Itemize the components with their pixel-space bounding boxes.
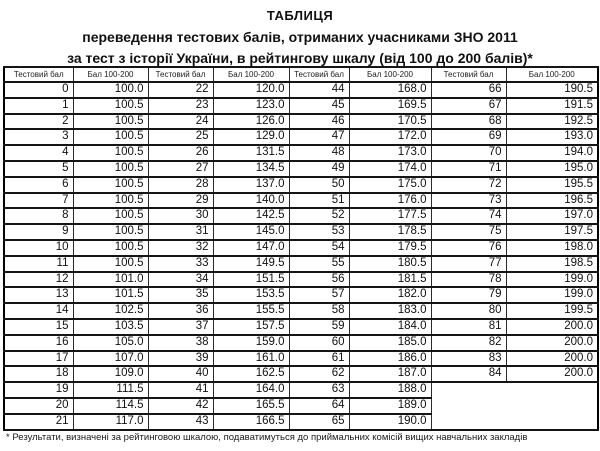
test-score-cell: 60 bbox=[289, 335, 349, 351]
test-score-cell: 53 bbox=[289, 224, 349, 240]
table-body bbox=[4, 82, 598, 430]
test-score-cell: 0 bbox=[4, 82, 73, 98]
test-score-cell: 65 bbox=[289, 414, 349, 430]
rating-cell: 195.5 bbox=[506, 177, 598, 193]
test-score-cell: 56 bbox=[289, 272, 349, 288]
table-row bbox=[4, 114, 598, 130]
test-score-cell: 84 bbox=[431, 366, 506, 382]
test-score-cell: 12 bbox=[4, 272, 73, 288]
test-score-cell: 34 bbox=[148, 272, 213, 288]
test-score-cell: 48 bbox=[289, 145, 349, 161]
table-row bbox=[4, 240, 598, 256]
rating-cell: 200.0 bbox=[506, 366, 598, 382]
rating-cell: 183.0 bbox=[349, 303, 431, 319]
test-score-cell: 50 bbox=[289, 177, 349, 193]
test-score-cell: 57 bbox=[289, 287, 349, 303]
rating-cell: 100.5 bbox=[73, 114, 148, 130]
rating-cell: 190.0 bbox=[349, 414, 431, 430]
test-score-cell: 11 bbox=[4, 256, 73, 272]
test-score-cell: 62 bbox=[289, 366, 349, 382]
rating-cell: 114.5 bbox=[73, 398, 148, 414]
rating-cell: 101.5 bbox=[73, 287, 148, 303]
test-score-cell: 6 bbox=[4, 177, 73, 193]
rating-cell: 177.5 bbox=[349, 208, 431, 224]
test-score-cell: 79 bbox=[431, 287, 506, 303]
test-score-cell: 19 bbox=[4, 382, 73, 398]
rating-cell: 170.5 bbox=[349, 114, 431, 130]
table-row bbox=[4, 98, 598, 114]
test-score-cell: 66 bbox=[431, 82, 506, 98]
test-score-cell: 74 bbox=[431, 208, 506, 224]
test-score-column-header: Тестовий бал bbox=[148, 67, 213, 82]
rating-cell: 155.5 bbox=[213, 303, 289, 319]
rating-cell: 198.0 bbox=[506, 240, 598, 256]
rating-cell: 200.0 bbox=[506, 335, 598, 351]
test-score-cell: 80 bbox=[431, 303, 506, 319]
table-row bbox=[4, 303, 598, 319]
rating-cell: 149.5 bbox=[213, 256, 289, 272]
title-line-1: ТАБЛИЦЯ bbox=[266, 8, 334, 23]
rating-cell: 157.5 bbox=[213, 319, 289, 335]
test-score-cell: 22 bbox=[148, 82, 213, 98]
test-score-column-header: Тестовий бал bbox=[431, 67, 506, 82]
rating-cell: 195.0 bbox=[506, 161, 598, 177]
table-row bbox=[4, 319, 598, 335]
table-row bbox=[4, 82, 598, 98]
rating-cell: 140.0 bbox=[213, 193, 289, 209]
rating-cell: 193.0 bbox=[506, 129, 598, 145]
test-score-cell: 81 bbox=[431, 319, 506, 335]
test-score-cell: 47 bbox=[289, 129, 349, 145]
test-score-cell: 41 bbox=[148, 382, 213, 398]
test-score-cell: 70 bbox=[431, 145, 506, 161]
rating-cell: 164.0 bbox=[213, 382, 289, 398]
rating-cell: 199.5 bbox=[506, 303, 598, 319]
test-score-cell: 43 bbox=[148, 414, 213, 430]
rating-cell: 198.5 bbox=[506, 256, 598, 272]
test-score-cell: 23 bbox=[148, 98, 213, 114]
test-score-cell: 33 bbox=[148, 256, 213, 272]
test-score-cell: 36 bbox=[148, 303, 213, 319]
table-row bbox=[4, 129, 598, 145]
table-row bbox=[4, 287, 598, 303]
test-score-cell: 20 bbox=[4, 398, 73, 414]
rating-cell: 100.5 bbox=[73, 224, 148, 240]
test-score-cell: 27 bbox=[148, 161, 213, 177]
rating-cell: 151.5 bbox=[213, 272, 289, 288]
rating-cell: 100.5 bbox=[73, 145, 148, 161]
table-row bbox=[4, 193, 598, 209]
table-row bbox=[4, 208, 598, 224]
rating-cell: 137.0 bbox=[213, 177, 289, 193]
rating-cell: 192.5 bbox=[506, 114, 598, 130]
rating-cell: 178.5 bbox=[349, 224, 431, 240]
rating-cell: 100.5 bbox=[73, 161, 148, 177]
rating-cell: 168.0 bbox=[349, 82, 431, 98]
rating-cell: 185.0 bbox=[349, 335, 431, 351]
rating-cell: 100.5 bbox=[73, 240, 148, 256]
test-score-cell: 15 bbox=[4, 319, 73, 335]
test-score-cell: 16 bbox=[4, 335, 73, 351]
rating-cell: 197.0 bbox=[506, 208, 598, 224]
conversion-table bbox=[3, 66, 599, 431]
rating-cell: 182.0 bbox=[349, 287, 431, 303]
test-score-cell: 54 bbox=[289, 240, 349, 256]
table-row bbox=[4, 177, 598, 193]
test-score-cell: 49 bbox=[289, 161, 349, 177]
rating-cell: 153.5 bbox=[213, 287, 289, 303]
rating-cell: 102.5 bbox=[73, 303, 148, 319]
rating-cell: 100.5 bbox=[73, 129, 148, 145]
rating-cell: 142.5 bbox=[213, 208, 289, 224]
table-row bbox=[4, 351, 598, 367]
test-score-cell: 21 bbox=[4, 414, 73, 430]
rating-cell: 161.0 bbox=[213, 351, 289, 367]
rating-column-header: Бал 100-200 bbox=[506, 67, 598, 82]
title-line-2: переведення тестових балів, отриманих учасниками ЗНО 2011 bbox=[82, 29, 518, 45]
rating-cell: 188.0 bbox=[349, 382, 431, 398]
table-header-row bbox=[4, 67, 598, 82]
rating-cell: 159.0 bbox=[213, 335, 289, 351]
rating-cell: 129.0 bbox=[213, 129, 289, 145]
rating-cell: 109.0 bbox=[73, 366, 148, 382]
test-score-cell: 46 bbox=[289, 114, 349, 130]
test-score-cell: 77 bbox=[431, 256, 506, 272]
rating-cell: 194.0 bbox=[506, 145, 598, 161]
test-score-cell: 45 bbox=[289, 98, 349, 114]
rating-cell: 111.5 bbox=[73, 382, 148, 398]
test-score-column-header: Тестовий бал bbox=[289, 67, 349, 82]
rating-column-header: Бал 100-200 bbox=[349, 67, 431, 82]
test-score-cell: 76 bbox=[431, 240, 506, 256]
rating-cell: 172.0 bbox=[349, 129, 431, 145]
test-score-cell: 17 bbox=[4, 351, 73, 367]
test-score-cell: 9 bbox=[4, 224, 73, 240]
rating-cell: 199.0 bbox=[506, 287, 598, 303]
test-score-cell: 61 bbox=[289, 351, 349, 367]
test-score-cell: 24 bbox=[148, 114, 213, 130]
test-score-cell: 75 bbox=[431, 224, 506, 240]
rating-cell: 166.5 bbox=[213, 414, 289, 430]
test-score-cell: 25 bbox=[148, 129, 213, 145]
test-score-cell: 13 bbox=[4, 287, 73, 303]
test-score-cell: 40 bbox=[148, 366, 213, 382]
table-row bbox=[4, 335, 598, 351]
rating-cell: 120.0 bbox=[213, 82, 289, 98]
test-score-cell: 28 bbox=[148, 177, 213, 193]
test-score-cell: 44 bbox=[289, 82, 349, 98]
test-score-cell: 39 bbox=[148, 351, 213, 367]
test-score-cell: 2 bbox=[4, 114, 73, 130]
rating-cell: 181.5 bbox=[349, 272, 431, 288]
document-title bbox=[0, 8, 600, 66]
test-score-cell: 38 bbox=[148, 335, 213, 351]
rating-cell: 100.5 bbox=[73, 177, 148, 193]
rating-cell: 145.0 bbox=[213, 224, 289, 240]
test-score-cell: 29 bbox=[148, 193, 213, 209]
rating-cell: 103.5 bbox=[73, 319, 148, 335]
rating-cell: 174.0 bbox=[349, 161, 431, 177]
test-score-cell: 42 bbox=[148, 398, 213, 414]
test-score-cell: 78 bbox=[431, 272, 506, 288]
table-row bbox=[4, 224, 598, 240]
rating-cell: 184.0 bbox=[349, 319, 431, 335]
table-row bbox=[4, 161, 598, 177]
rating-cell: 173.0 bbox=[349, 145, 431, 161]
rating-cell: 200.0 bbox=[506, 351, 598, 367]
rating-cell: 131.5 bbox=[213, 145, 289, 161]
title-line-3: за тест з історії України, в рейтингову шкалу (від 100 до 200 балів)* bbox=[67, 50, 533, 66]
rating-cell: 100.5 bbox=[73, 98, 148, 114]
rating-cell: 123.0 bbox=[213, 98, 289, 114]
table-row bbox=[4, 382, 598, 398]
empty-cell bbox=[431, 382, 598, 429]
rating-cell: 105.0 bbox=[73, 335, 148, 351]
table-row bbox=[4, 256, 598, 272]
test-score-cell: 55 bbox=[289, 256, 349, 272]
rating-cell: 189.0 bbox=[349, 398, 431, 414]
test-score-cell: 7 bbox=[4, 193, 73, 209]
rating-cell: 199.0 bbox=[506, 272, 598, 288]
table-row bbox=[4, 145, 598, 161]
rating-cell: 191.5 bbox=[506, 98, 598, 114]
test-score-cell: 4 bbox=[4, 145, 73, 161]
rating-cell: 190.5 bbox=[506, 82, 598, 98]
test-score-cell: 59 bbox=[289, 319, 349, 335]
rating-cell: 101.0 bbox=[73, 272, 148, 288]
rating-cell: 197.5 bbox=[506, 224, 598, 240]
test-score-cell: 30 bbox=[148, 208, 213, 224]
rating-cell: 200.0 bbox=[506, 319, 598, 335]
rating-cell: 196.5 bbox=[506, 193, 598, 209]
rating-cell: 117.0 bbox=[73, 414, 148, 430]
test-score-cell: 52 bbox=[289, 208, 349, 224]
test-score-cell: 14 bbox=[4, 303, 73, 319]
rating-cell: 169.5 bbox=[349, 98, 431, 114]
test-score-cell: 72 bbox=[431, 177, 506, 193]
rating-cell: 165.5 bbox=[213, 398, 289, 414]
rating-column-header: Бал 100-200 bbox=[73, 67, 148, 82]
test-score-cell: 31 bbox=[148, 224, 213, 240]
test-score-cell: 51 bbox=[289, 193, 349, 209]
test-score-cell: 71 bbox=[431, 161, 506, 177]
test-score-cell: 26 bbox=[148, 145, 213, 161]
test-score-cell: 58 bbox=[289, 303, 349, 319]
rating-cell: 134.5 bbox=[213, 161, 289, 177]
test-score-cell: 73 bbox=[431, 193, 506, 209]
footnote: * Результати, визначені за рейтинговою шкалою, подаватимуться до приймальних комісій вищих навчальних закладів bbox=[6, 432, 528, 443]
test-score-cell: 10 bbox=[4, 240, 73, 256]
test-score-cell: 82 bbox=[431, 335, 506, 351]
rating-cell: 175.0 bbox=[349, 177, 431, 193]
rating-cell: 107.0 bbox=[73, 351, 148, 367]
test-score-cell: 37 bbox=[148, 319, 213, 335]
rating-cell: 179.5 bbox=[349, 240, 431, 256]
rating-cell: 100.5 bbox=[73, 256, 148, 272]
table-row bbox=[4, 366, 598, 382]
test-score-column-header: Тестовий бал bbox=[4, 67, 73, 82]
rating-cell: 186.0 bbox=[349, 351, 431, 367]
test-score-cell: 3 bbox=[4, 129, 73, 145]
test-score-cell: 83 bbox=[431, 351, 506, 367]
rating-cell: 187.0 bbox=[349, 366, 431, 382]
rating-cell: 100.5 bbox=[73, 193, 148, 209]
test-score-cell: 5 bbox=[4, 161, 73, 177]
test-score-cell: 67 bbox=[431, 98, 506, 114]
rating-cell: 162.5 bbox=[213, 366, 289, 382]
test-score-cell: 69 bbox=[431, 129, 506, 145]
rating-cell: 147.0 bbox=[213, 240, 289, 256]
test-score-cell: 18 bbox=[4, 366, 73, 382]
test-score-cell: 1 bbox=[4, 98, 73, 114]
rating-cell: 100.0 bbox=[73, 82, 148, 98]
rating-column-header: Бал 100-200 bbox=[213, 67, 289, 82]
test-score-cell: 63 bbox=[289, 382, 349, 398]
rating-cell: 126.0 bbox=[213, 114, 289, 130]
test-score-cell: 35 bbox=[148, 287, 213, 303]
rating-cell: 180.5 bbox=[349, 256, 431, 272]
table-row bbox=[4, 272, 598, 288]
rating-cell: 100.5 bbox=[73, 208, 148, 224]
test-score-cell: 8 bbox=[4, 208, 73, 224]
test-score-cell: 68 bbox=[431, 114, 506, 130]
rating-cell: 176.0 bbox=[349, 193, 431, 209]
test-score-cell: 64 bbox=[289, 398, 349, 414]
test-score-cell: 32 bbox=[148, 240, 213, 256]
